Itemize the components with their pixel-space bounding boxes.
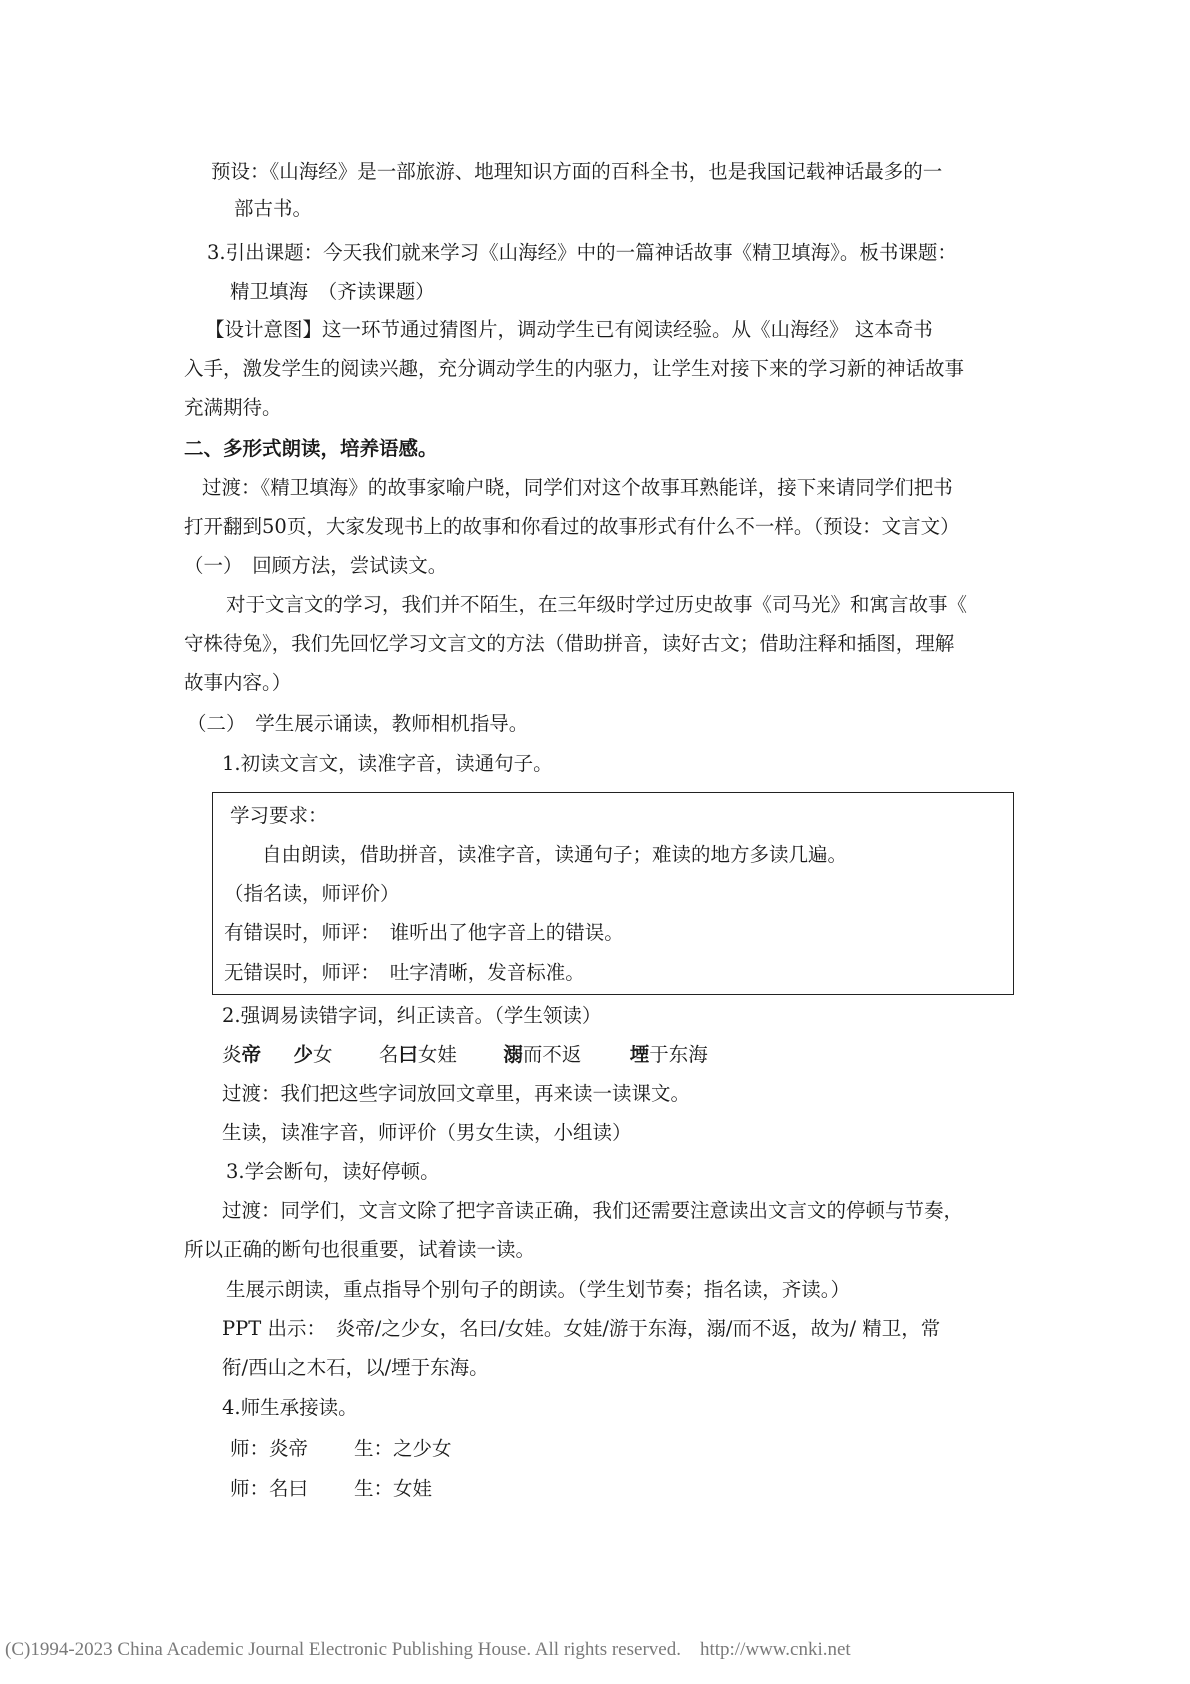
method-line2: 守株待兔》，我们先回忆学习文言文的方法（借助拼音，读好古文；借助注释和插图，理解 xyxy=(184,632,955,655)
topic-intro-line2: 精卫填海 （齐读课题） xyxy=(230,280,435,303)
transition-line2: 打开翻到50页，大家发现书上的故事和你看过的故事形式有什么不一样。（预设：文言文） xyxy=(184,515,960,538)
word-list xyxy=(222,1043,708,1067)
requirements-text: 自由朗读，借助拼音，读准字音，读通句子；难读的地方多读几遍。 xyxy=(262,843,848,866)
step-2: 2.强调易读错字词，纠正读音。（学生领读） xyxy=(222,1004,602,1027)
section-heading: 二、多形式朗读，培养语感。 xyxy=(184,437,438,460)
step-3: 3.学会断句，读好停顿。 xyxy=(226,1160,440,1183)
requirements-title: 学习要求： xyxy=(230,804,328,827)
word-yin: 堙于东海 xyxy=(629,1043,708,1066)
transition-line1: 过渡：《精卫填海》的故事家喻户晓，同学们对这个故事耳熟能详，接下来请同学们把书 xyxy=(202,476,953,499)
design-intent-line2: 入手，激发学生的阅读兴趣，充分调动学生的内驱力，让学生对接下来的学习新的神话故事 xyxy=(184,357,965,380)
transition-3-line2: 所以正确的断句也很重要，试着读一读。 xyxy=(184,1238,536,1261)
word-ni: 溺而不返 xyxy=(503,1043,582,1066)
topic-intro-line1: 3.引出课题：今天我们就来学习《山海经》中的一篇神话故事《精卫填海》。板书课题： xyxy=(207,241,957,264)
design-intent-line3: 充满期待。 xyxy=(184,396,282,419)
dialogue-student-1: 生：之少女 xyxy=(354,1437,452,1460)
copyright-footer: (C)1994-2023 China Academic Journal Electronic Publishing House. All rights reserved. http://www.cnki.net xyxy=(5,1639,851,1660)
show-reading: 生展示朗读，重点指导个别句子的朗读。（学生划节奏；指名读，齐读。） xyxy=(226,1278,851,1301)
step-1: 1.初读文言文，读准字音，读通句子。 xyxy=(222,752,553,775)
requirements-note: （指名读，师评价） xyxy=(224,882,400,905)
student-read: 生读，读准字音，师评价（男女生读，小组读） xyxy=(222,1121,632,1144)
feedback-error: 有错误时，师评： 谁听出了他字音上的错误。 xyxy=(224,921,624,944)
subsection-1: （一） 回顾方法，尝试读文。 xyxy=(184,554,448,577)
dialogue-student-2: 生：女娃 xyxy=(354,1477,433,1500)
dialogue-teacher-2: 师：名曰 xyxy=(230,1477,309,1500)
dialogue-teacher-1: 师：炎帝 xyxy=(230,1437,309,1460)
transition-2: 过渡：我们把这些字词放回文章里，再来读一读课文。 xyxy=(222,1082,691,1105)
ppt-text-line1: PPT 出示： 炎帝/之少女，名曰/女娃。女娃/游于东海，溺/而不返，故为/ 精卫，常 xyxy=(222,1317,941,1340)
method-line3: 故事内容。） xyxy=(184,671,292,694)
step-4: 4.师生承接读。 xyxy=(222,1396,358,1419)
word-shaonv: 少女 xyxy=(293,1043,333,1066)
subsection-2: （二） 学生展示诵读，教师相机指导。 xyxy=(187,712,529,735)
design-intent-line1: 【设计意图】这一环节通过猜图片，调动学生已有阅读经验。从《山海经》 这本奇书 xyxy=(205,318,933,341)
ppt-text-line2: 衔/西山之木石，以/堙于东海。 xyxy=(222,1356,489,1379)
preset-paragraph-line2: 部古书。 xyxy=(234,197,313,220)
feedback-correct: 无错误时，师评： 吐字清晰，发音标准。 xyxy=(224,961,585,984)
word-yandi: 炎帝 xyxy=(222,1043,262,1066)
word-mingyue: 名曰女娃 xyxy=(378,1043,457,1066)
method-line1: 对于文言文的学习，我们并不陌生，在三年级时学过历史故事《司马光》和寓言故事《 xyxy=(226,593,968,616)
transition-3-line1: 过渡：同学们，文言文除了把字音读正确，我们还需要注意读出文言文的停顿与节奏， xyxy=(222,1199,964,1222)
preset-paragraph-line1: 预设：《山海经》是一部旅游、地理知识方面的百科全书，也是我国记载神话最多的一 xyxy=(211,160,943,183)
